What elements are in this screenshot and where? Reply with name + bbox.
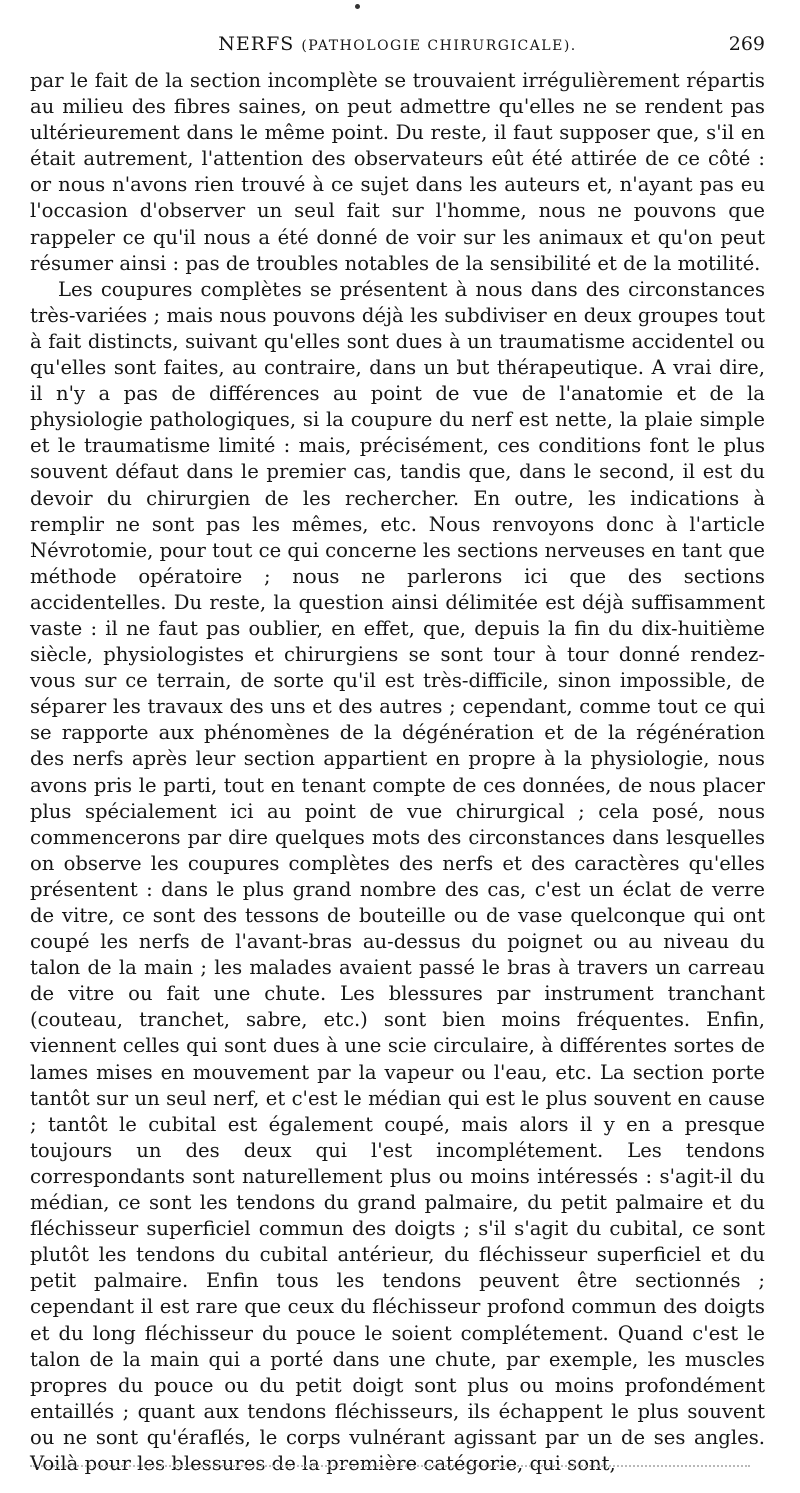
paragraph-continued: par le fait de la section incomplète se trouvaient irrégulièrement répartis au milieu des fibres saines, on peut admettre qu'elles ne se rendent pas ultérieurement dans le même point. Du reste, il faut supposer que, s'il en était autrement, l'attention des observateurs eût été attirée de ce côté : or nous n'avons rien trouvé à ce sujet dans les auteurs et, n'ayant pas eu l'occasion d'observer un seul fait sur l'homme, nous ne pouvons que rappeler ce qu'il nous a été donné de voir sur les animaux et qu'on peut résumer ainsi : pas de troubles notables de la sensibilité et de la motilité. [30, 69, 765, 275]
header-title-main: NERFS [218, 33, 295, 55]
header-title [30, 32, 765, 58]
running-header [30, 32, 765, 56]
stray-ink-dot [355, 4, 360, 9]
header-title-sub: (PATHOLOGIE CHIRURGICALE). [301, 38, 577, 54]
body-text [30, 68, 765, 1477]
bottom-bleed-through-line [30, 1465, 750, 1468]
book-page [30, 0, 765, 1493]
paragraph: Les coupures complètes se présentent à nous dans des circonstances très-variées ; mais nous pouvons déjà les subdiviser en deux groupes tout à fait distincts, suivant qu'elles sont dues à un traumatisme accidentel ou qu'elles sont faites, au contraire, dans un but thérapeutique. A vrai dire, il n'y a pas de différences au point de vue de l'anatomie et de la physiologie pathologiques, si la coupure du nerf est nette, la plaie simple et le traumatisme limité : mais, précisément, ces conditions font le plus souvent défaut dans le premier cas, tandis que, dans le second, il est du devoir du chirurgien de les rechercher. En outre, les indications à remplir ne sont pas les mêmes, etc. Nous renvoyons donc à l'article Névrotomie, pour tout ce qui concerne les sections nerveuses en tant que méthode opératoire ; nous ne parlerons ici que des sections accidentelles. Du reste, la question ainsi délimitée est déjà suffisamment vaste : il ne faut pas oublier, en effet, que, depuis la fin du dix-huitième siècle, physiologistes et chirurgiens se sont tour à tour donné rendez-vous sur ce terrain, de sorte qu'il est très-difficile, sinon impossible, de séparer les travaux des uns et des autres ; cependant, comme tout ce qui se rapporte aux phénomènes de la dégénération et de la régénération des nerfs après leur section appartient en propre à la physiologie, nous avons pris le parti, tout en tenant compte de ces données, de nous placer plus spécialement ici au point de vue chirurgical ; cela posé, nous commencerons par dire quelques mots des circonstances dans lesquelles on observe les coupures complètes des nerfs et des caractères qu'elles présentent : dans le plus grand nombre des cas, c'est un éclat de verre de vitre, ce sont des tessons de bouteille ou de vase quelconque qui ont coupé les nerfs de l'avant-bras au-dessus du poignet ou au niveau du talon de la main ; les malades avaient passé le bras à travers un carreau de vitre ou fait une chute. Les blessures par instrument tranchant (couteau, tranchet, sabre, etc.) sont bien moins fréquentes. Enfin, viennent celles qui sont dues à une scie circulaire, à différentes sortes de lames mises en mouvement par la vapeur ou l'eau, etc. La section porte tantôt sur un seul nerf, et c'est le médian qui est le plus souvent en cause ; tantôt le cubital est également coupé, mais alors il y en a presque toujours un des deux qui l'est incomplétement. Les tendons correspondants sont naturellement plus ou moins intéressés : s'agit-il du médian, ce sont les tendons du grand palmaire, du petit palmaire et du fléchisseur superficiel commun des doigts ; s'il s'agit du cubital, ce sont plutôt les tendons du cubital antérieur, du fléchisseur superficiel et du petit palmaire. Enfin tous les tendons peuvent être sectionnés ; cependant il est rare que ceux du fléchisseur profond commun des doigts et du long fléchisseur du pouce le soient complétement. Quand c'est le talon de la main qui a porté dans une chute, par exemple, les muscles propres du pouce ou du petit doigt sont plus ou moins profondément entaillés ; quant aux tendons fléchisseurs, ils échappent le plus souvent ou ne sont qu'éraflés, le corps vulnérant agissant par un de ses angles. Voilà pour les blessures de la première catégorie, qui sont, [30, 277, 765, 1475]
page-number: 269 [728, 33, 765, 55]
